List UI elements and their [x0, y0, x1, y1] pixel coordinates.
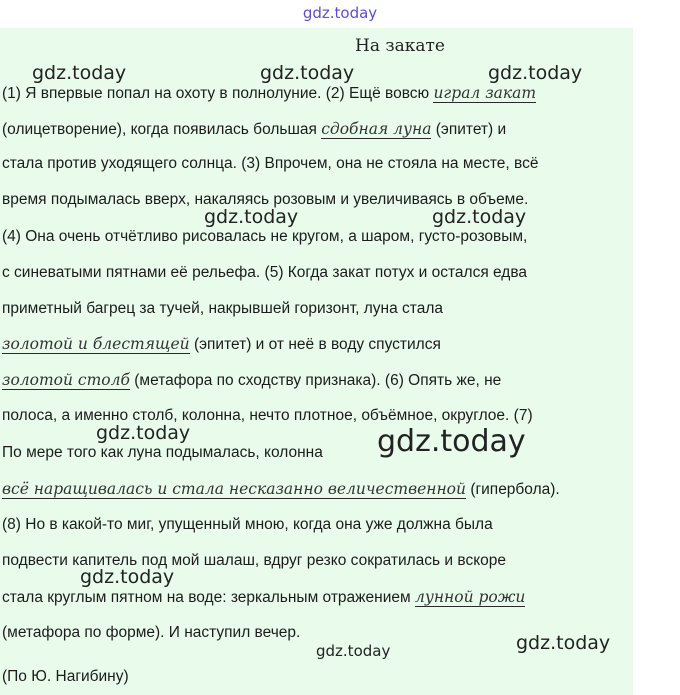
text-line-12: всё наращивалась и стала несказанно величественной (гипербола). [2, 480, 560, 498]
highlighted-phrase: играл закат [433, 84, 537, 102]
attribution: (По Ю. Нагибину) [2, 668, 129, 685]
text-line-1: (1) Я впервые попал на охоту в полнолуние. (2) Ещё вовсю играл закат [2, 84, 537, 102]
text-line-3: стала против уходящего солнца. (3) Впрочем, она не стояла на месте, всё [2, 155, 539, 172]
highlighted-phrase: золотой столб [2, 371, 130, 389]
header-watermark: gdz.today [302, 4, 378, 22]
watermark: gdz.today [80, 566, 175, 588]
page-title-text: На закате [355, 36, 445, 56]
text-line-9: золотой столб (метафора по сходству признака). (6) Опять же, не [2, 371, 502, 389]
text-line-7: приметный багрец за тучей, накрывшей горизонт, луна стала [2, 300, 443, 317]
text-line-5: (4) Она очень отчётливо рисовалась не кругом, а шаром, густо-розовым, [2, 228, 528, 245]
highlighted-phrase: всё наращивалась и стала несказанно величественной [2, 480, 467, 498]
highlighted-phrase: сдобная луна [321, 120, 432, 138]
text-line-4: время подымалась вверх, накаляясь розовым и увеличиваясь в объеме. [2, 191, 529, 208]
watermark: gdz.today [204, 206, 299, 228]
text-line-15: стала круглым пятном на воде: зеркальным отражением лунной рожи [2, 588, 526, 606]
highlighted-phrase: лунной рожи [414, 588, 526, 606]
watermark: gdz.today [516, 632, 611, 654]
watermark-small: gdz.today [316, 642, 391, 660]
header-bar [0, 0, 680, 28]
watermark: gdz.today [488, 62, 583, 84]
text-line-13: (8) Но в какой-то миг, упущенный мною, когда она уже должна была [2, 516, 493, 533]
text-line-14: подвести капитель под мой шалаш, вдруг резко сократилась и вскоре [2, 552, 507, 569]
text-line-2: (олицетворение), когда появилась большая сдобная луна (эпитет) и [2, 120, 507, 138]
text-line-8: золотой и блестящей (эпитет) и от неё в воду спустился [2, 335, 441, 353]
text-line-10: полоса, а именно столб, колонна, нечто плотное, объёмное, округлое. (7) [2, 407, 533, 424]
text-line-6: с синеватыми пятнами её рельефа. (5) Когда закат потух и остался едва [2, 264, 528, 281]
page-title [0, 36, 680, 56]
watermark-large: gdz.today [377, 424, 526, 459]
text-line-16: (метафора по форме). И наступил вечер. [2, 624, 301, 641]
watermark: gdz.today [32, 62, 127, 84]
highlighted-phrase: золотой и блестящей [2, 335, 190, 353]
text-line-11: По мере того как луна подымалась, колонна [2, 444, 323, 461]
watermark: gdz.today [260, 62, 355, 84]
watermark: gdz.today [96, 422, 191, 444]
watermark: gdz.today [432, 206, 527, 228]
